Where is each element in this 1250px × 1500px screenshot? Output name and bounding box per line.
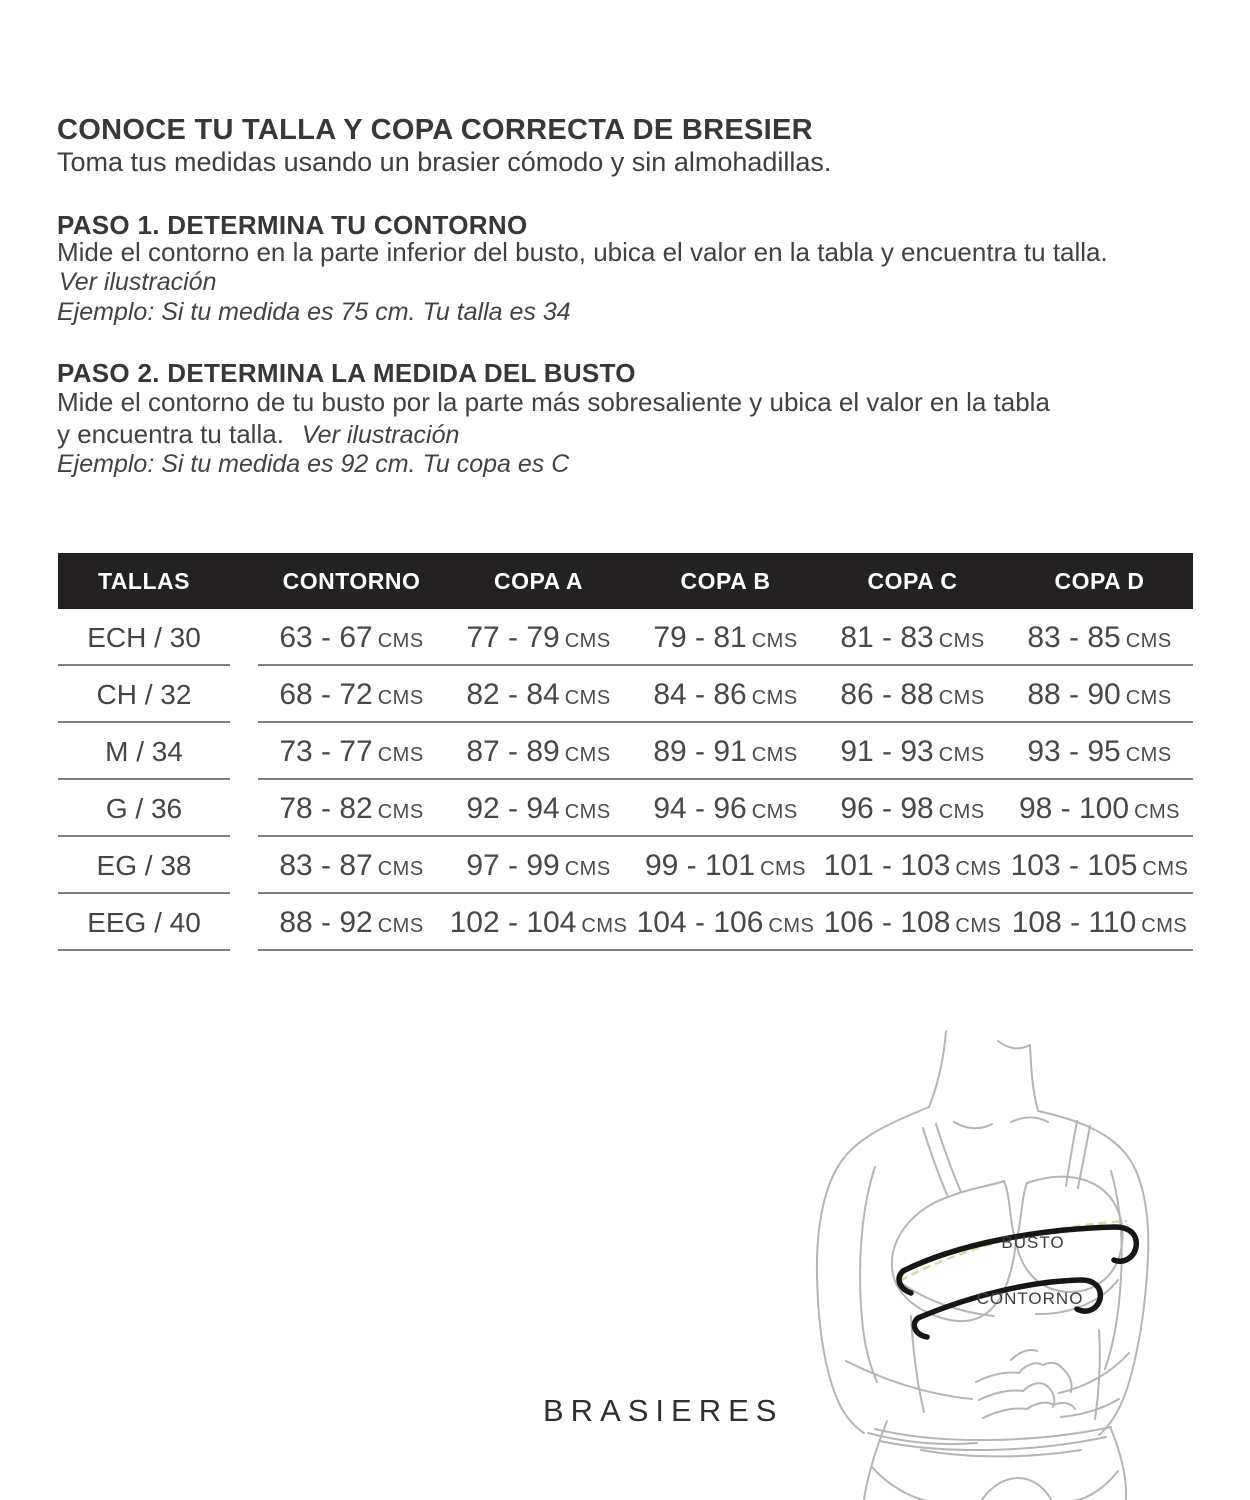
measure-cell: 86 - 88 CMS — [840, 678, 985, 711]
size-table — [58, 553, 1193, 951]
step1-example: Ejemplo: Si tu medida es 75 cm. Tu talla es 34 — [57, 298, 571, 326]
step1-heading: PASO 1. DETERMINA TU CONTORNO — [57, 210, 528, 240]
unit-label: CMS — [751, 630, 798, 652]
unit-label: CMS — [938, 801, 985, 823]
unit-label: CMS — [564, 687, 611, 709]
table-row — [58, 837, 1193, 894]
unit-label: CMS — [564, 744, 611, 766]
unit-label: CMS — [564, 858, 611, 880]
measure-cell: 93 - 95 CMS — [1027, 735, 1172, 768]
table-row — [58, 723, 1193, 780]
unit-label: CMS — [581, 915, 628, 937]
table-row — [58, 609, 1193, 666]
unit-label: CMS — [760, 858, 807, 880]
measure-cell: 94 - 96 CMS — [653, 792, 798, 825]
unit-label: CMS — [377, 744, 424, 766]
step2-see-illustration: Ver ilustración — [301, 421, 460, 449]
measure-cell: 78 - 82 CMS — [279, 792, 424, 825]
size-label: G / 36 — [58, 780, 230, 837]
unit-label: CMS — [1141, 915, 1188, 937]
measure-cell: 102 - 104 CMS — [449, 906, 628, 939]
header-contorno: CONTORNO — [282, 568, 421, 594]
measure-cell: 101 - 103 CMS — [823, 849, 1002, 882]
step1-see-illustration: Ver ilustración — [59, 268, 217, 296]
measure-cell: 79 - 81 CMS — [653, 621, 798, 654]
header-copa-c: COPA C — [867, 568, 958, 594]
unit-label: CMS — [955, 858, 1002, 880]
unit-label: CMS — [955, 915, 1002, 937]
busto-label: BUSTO — [1001, 1233, 1065, 1252]
unit-label: CMS — [938, 744, 985, 766]
table-row — [58, 780, 1193, 837]
measure-cell: 89 - 91 CMS — [653, 735, 798, 768]
table-row — [58, 894, 1193, 951]
measure-cell: 88 - 90 CMS — [1027, 678, 1172, 711]
unit-label: CMS — [1125, 687, 1172, 709]
step2-body-line2 — [57, 419, 459, 450]
measure-cell: 77 - 79 CMS — [466, 621, 611, 654]
measure-cell: 63 - 67 CMS — [279, 621, 424, 654]
unit-label: CMS — [1125, 744, 1172, 766]
unit-label: CMS — [564, 801, 611, 823]
unit-label: CMS — [751, 687, 798, 709]
header-copa-a: COPA A — [493, 568, 584, 594]
unit-label: CMS — [377, 687, 424, 709]
size-label: ECH / 30 — [58, 609, 230, 666]
measure-cell: 82 - 84 CMS — [466, 678, 611, 711]
measure-cell: 81 - 83 CMS — [840, 621, 985, 654]
unit-label: CMS — [768, 915, 815, 937]
measure-cell: 97 - 99 CMS — [466, 849, 611, 882]
measure-cell: 104 - 106 CMS — [636, 906, 815, 939]
measure-cell: 91 - 93 CMS — [840, 735, 985, 768]
step2-body-line1: Mide el contorno de tu busto por la parte más sobresaliente y ubica el valor en la tabla — [57, 387, 1050, 417]
category-label: BRASIERES — [543, 1393, 784, 1428]
measure-cell: 68 - 72 CMS — [279, 678, 424, 711]
measure-cell: 83 - 87 CMS — [279, 849, 424, 882]
step2-body-line2-text: y encuentra tu talla. — [57, 419, 284, 449]
unit-label: CMS — [751, 801, 798, 823]
measure-cell: 99 - 101 CMS — [644, 849, 807, 882]
step2-example: Ejemplo: Si tu medida es 92 cm. Tu copa es C — [57, 450, 570, 478]
measurement-illustration — [780, 1030, 1250, 1500]
unit-label: CMS — [564, 630, 611, 652]
figure-outline — [817, 1031, 1148, 1500]
unit-label: CMS — [1125, 630, 1172, 652]
size-label: M / 34 — [58, 723, 230, 780]
size-label: EG / 38 — [58, 837, 230, 894]
unit-label: CMS — [377, 858, 424, 880]
measure-cell: 96 - 98 CMS — [840, 792, 985, 825]
table-row — [58, 666, 1193, 723]
unit-label: CMS — [377, 801, 424, 823]
step1-body: Mide el contorno en la parte inferior del busto, ubica el valor en la tabla y encuentra tu talla. — [57, 237, 1108, 267]
measure-cell: 108 - 110 CMS — [1011, 906, 1188, 939]
unit-label: CMS — [751, 744, 798, 766]
measure-cell: 87 - 89 CMS — [466, 735, 611, 768]
measure-cell: 73 - 77 CMS — [279, 735, 424, 768]
measure-cell: 83 - 85 CMS — [1027, 621, 1172, 654]
unit-label: CMS — [938, 630, 985, 652]
size-label: EEG / 40 — [58, 894, 230, 951]
header-gap — [230, 553, 258, 609]
unit-label: CMS — [938, 687, 985, 709]
size-label: CH / 32 — [58, 666, 230, 723]
measure-cell: 88 - 92 CMS — [279, 906, 424, 939]
header-copa-b: COPA B — [680, 568, 771, 594]
size-table-header-row — [58, 553, 1193, 609]
header-tallas: TALLAS — [97, 568, 190, 594]
measure-cell: 92 - 94 CMS — [466, 792, 611, 825]
contorno-label: CONTORNO — [976, 1289, 1084, 1308]
unit-label: CMS — [1142, 858, 1189, 880]
unit-label: CMS — [377, 915, 424, 937]
header-copa-d: COPA D — [1054, 568, 1145, 594]
page-title: CONOCE TU TALLA Y COPA CORRECTA DE BRESIER — [57, 114, 813, 146]
step2-heading: PASO 2. DETERMINA LA MEDIDA DEL BUSTO — [57, 358, 636, 388]
unit-label: CMS — [377, 630, 424, 652]
unit-label: CMS — [1134, 801, 1181, 823]
measure-cell: 98 - 100 CMS — [1018, 792, 1181, 825]
page-subtitle: Toma tus medidas usando un brasier cómodo y sin almohadillas. — [57, 147, 832, 177]
measure-cell: 84 - 86 CMS — [653, 678, 798, 711]
measure-cell: 106 - 108 CMS — [823, 906, 1002, 939]
measure-cell: 103 - 105 CMS — [1010, 849, 1189, 882]
